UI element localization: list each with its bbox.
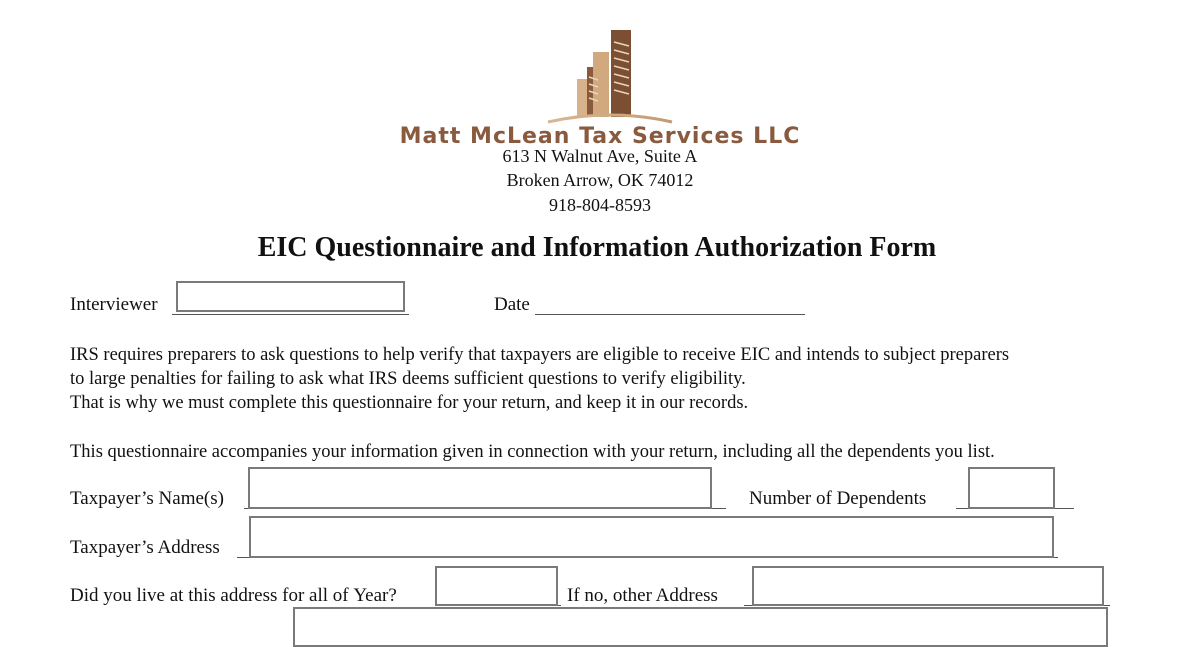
intro-line-3: That is why we must complete this questionnaire for your return, and keep it in our records.	[70, 393, 749, 413]
company-name: Matt McLean Tax Services LLC	[399, 124, 801, 149]
form-title: EIC Questionnaire and Information Authorization Form	[257, 232, 937, 263]
taxpayer-address-field[interactable]	[249, 516, 1054, 558]
taxpayer-names-label: Taxpayer’s Name(s)	[70, 488, 224, 509]
phone-number: 918-804-8593	[549, 195, 651, 215]
other-address-label: If no, other Address	[567, 585, 718, 606]
interviewer-field[interactable]	[176, 281, 405, 312]
other-address-continuation-field[interactable]	[293, 607, 1108, 647]
address-line-2: Broken Arrow, OK 74012	[506, 170, 694, 190]
accompany-note: This questionnaire accompanies your information given in connection with your return, including all the dependents you list.	[70, 442, 995, 462]
lived-all-year-prefix: Did you live at this address for all of	[70, 585, 354, 606]
lived-all-year-field[interactable]	[435, 566, 558, 606]
other-address-field[interactable]	[752, 566, 1104, 606]
taxpayer-names-field[interactable]	[248, 467, 712, 509]
taxpayer-address-label: Taxpayer’s Address	[70, 537, 220, 558]
lived-all-year-label	[70, 585, 397, 607]
city-buildings-icon	[540, 22, 680, 130]
date-label: Date	[494, 294, 530, 315]
address-line-1: 613 N Walnut Ave, Suite A	[502, 146, 698, 166]
intro-line-1: IRS requires preparers to ask questions to help verify that taxpayers are eligible to receive EIC and intends to subject preparers	[70, 345, 1010, 365]
lived-all-year-suffix: ?	[388, 585, 397, 606]
interviewer-label: Interviewer	[70, 294, 158, 315]
interviewer-underline	[172, 314, 409, 315]
year-word: Year	[353, 585, 389, 606]
num-dependents-field[interactable]	[968, 467, 1055, 509]
intro-line-2: to large penalties for failing to ask what IRS deems sufficient questions to verify eligibility.	[70, 369, 746, 389]
num-dependents-label: Number of Dependents	[749, 488, 927, 509]
date-field[interactable]	[535, 314, 805, 315]
